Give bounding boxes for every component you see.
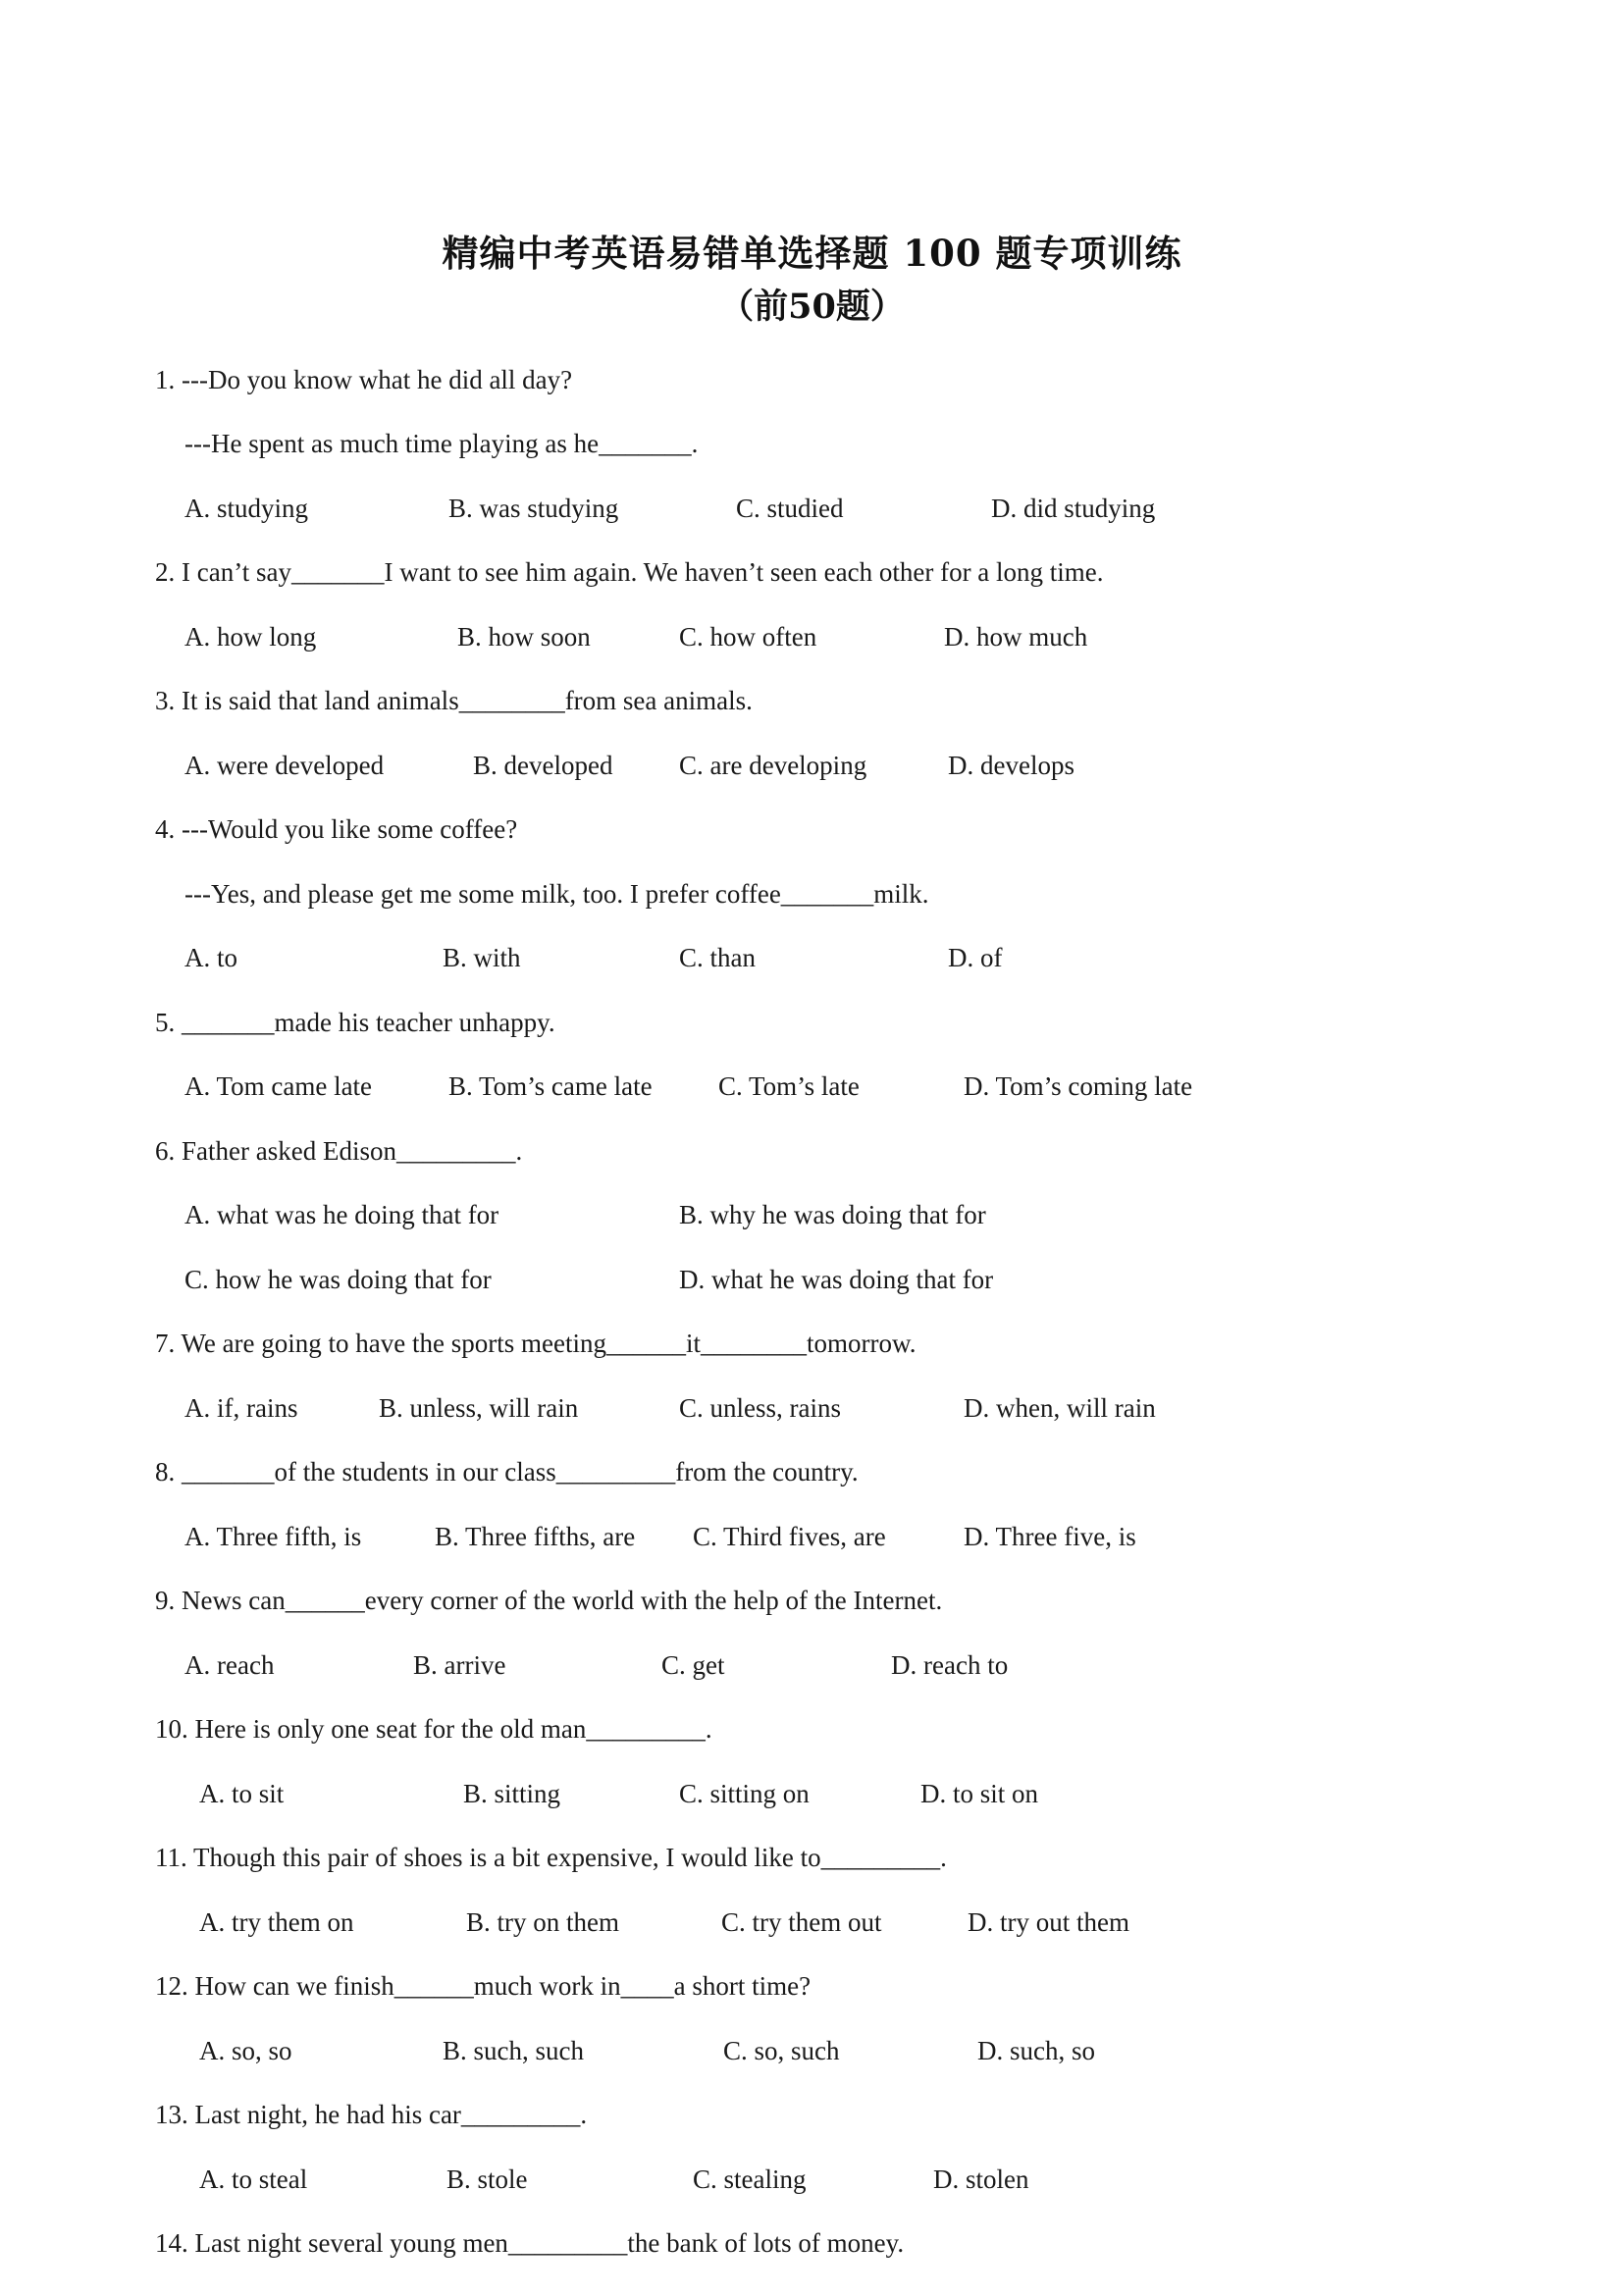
question-4-option-c[interactable]: C. than xyxy=(679,943,756,972)
question-10-option-d[interactable]: D. to sit on xyxy=(920,1779,1039,1808)
question-11-option-c[interactable]: C. try them out xyxy=(721,1907,882,1937)
question-6-option-b[interactable]: B. why he was doing that for xyxy=(679,1200,986,1229)
question-11-option-a[interactable]: A. try them on xyxy=(199,1907,354,1937)
question-9-option-a[interactable]: A. reach xyxy=(184,1650,275,1680)
question-12-option-c[interactable]: C. so, such xyxy=(723,2036,840,2065)
question-2-option-c[interactable]: C. how often xyxy=(679,622,817,652)
question-11-stem: 11. Though this pair of shoes is a bit expensive, I would like to_________. xyxy=(155,1843,947,1872)
question-3-option-a[interactable]: A. were developed xyxy=(184,751,385,780)
question-3-stem: 3. It is said that land animals________from sea animals. xyxy=(155,686,753,715)
question-13-option-c[interactable]: C. stealing xyxy=(693,2165,807,2194)
question-6-stem: 6. Father asked Edison_________. xyxy=(155,1136,523,1166)
question-7-option-a[interactable]: A. if, rains xyxy=(184,1393,298,1423)
question-7-option-b[interactable]: B. unless, will rain xyxy=(379,1393,579,1423)
question-12-option-a[interactable]: A. so, so xyxy=(199,2036,292,2065)
question-5-option-b[interactable]: B. Tom’s came late xyxy=(448,1071,653,1101)
question-13-option-d[interactable]: D. stolen xyxy=(933,2165,1029,2194)
question-6-option-d[interactable]: D. what he was doing that for xyxy=(679,1265,994,1294)
question-11-option-d[interactable]: D. try out them xyxy=(968,1907,1129,1937)
question-4-option-a[interactable]: A. to xyxy=(184,943,237,972)
question-8-option-d[interactable]: D. Three five, is xyxy=(964,1522,1136,1551)
question-10-option-b[interactable]: B. sitting xyxy=(463,1779,561,1808)
question-10-option-a[interactable]: A. to sit xyxy=(199,1779,285,1808)
question-8-option-a[interactable]: A. Three fifth, is xyxy=(184,1522,362,1551)
question-2-option-d[interactable]: D. how much xyxy=(944,622,1088,652)
question-7-option-d[interactable]: D. when, will rain xyxy=(964,1393,1156,1423)
question-10-stem: 10. Here is only one seat for the old man_________. xyxy=(155,1714,712,1744)
question-2-option-b[interactable]: B. how soon xyxy=(457,622,591,652)
question-4-stem: 4. ---Would you like some coffee? xyxy=(155,814,518,844)
question-11-option-b[interactable]: B. try on them xyxy=(466,1907,619,1937)
question-4-option-d[interactable]: D. of xyxy=(948,943,1003,972)
question-8-stem: 8. _______of the students in our class_________from the country. xyxy=(155,1457,859,1487)
question-1-stem: 1. ---Do you know what he did all day? xyxy=(155,365,573,394)
question-12-stem: 12. How can we finish______much work in____a short time? xyxy=(155,1971,812,2001)
document-title: 精编中考英语易错单选择题 100 题专项训练 xyxy=(442,232,1182,275)
document-subtitle: （前50题） xyxy=(719,287,905,327)
question-4-stem-reply: ---Yes, and please get me some milk, too. I prefer coffee_______milk. xyxy=(184,879,929,909)
question-1-option-d[interactable]: D. did studying xyxy=(991,494,1156,523)
question-12-option-b[interactable]: B. such, such xyxy=(443,2036,584,2065)
question-4-option-b[interactable]: B. with xyxy=(443,943,521,972)
question-3-option-b[interactable]: B. developed xyxy=(473,751,613,780)
question-5-option-a[interactable]: A. Tom came late xyxy=(184,1071,373,1101)
question-5-option-c[interactable]: C. Tom’s late xyxy=(718,1071,860,1101)
question-7-option-c[interactable]: C. unless, rains xyxy=(679,1393,841,1423)
question-13-option-a[interactable]: A. to steal xyxy=(199,2165,308,2194)
question-9-option-c[interactable]: C. get xyxy=(661,1650,725,1680)
question-3-option-c[interactable]: C. are developing xyxy=(679,751,867,780)
question-13-stem: 13. Last night, he had his car_________. xyxy=(155,2100,588,2129)
question-9-stem: 9. News can______every corner of the world with the help of the Internet. xyxy=(155,1586,943,1615)
question-1-stem-reply: ---He spent as much time playing as he_______. xyxy=(184,429,699,458)
question-8-option-c[interactable]: C. Third fives, are xyxy=(693,1522,886,1551)
question-3-option-d[interactable]: D. develops xyxy=(948,751,1074,780)
question-10-option-c[interactable]: C. sitting on xyxy=(679,1779,810,1808)
question-9-option-b[interactable]: B. arrive xyxy=(413,1650,506,1680)
question-1-option-b[interactable]: B. was studying xyxy=(448,494,619,523)
question-2-stem: 2. I can’t say_______I want to see him again. We haven’t seen each other for a long time. xyxy=(155,557,1104,587)
question-7-stem: 7. We are going to have the sports meeting______it________tomorrow. xyxy=(155,1329,917,1358)
question-5-option-d[interactable]: D. Tom’s coming late xyxy=(964,1071,1193,1101)
question-2-option-a[interactable]: A. how long xyxy=(184,622,317,652)
question-6-option-c[interactable]: C. how he was doing that for xyxy=(184,1265,492,1294)
question-14-stem: 14. Last night several young men_________the bank of lots of money. xyxy=(155,2228,905,2258)
question-8-option-b[interactable]: B. Three fifths, are xyxy=(435,1522,636,1551)
question-6-option-a[interactable]: A. what was he doing that for xyxy=(184,1200,499,1229)
question-1-option-a[interactable]: A. studying xyxy=(184,494,309,523)
question-5-stem: 5. _______made his teacher unhappy. xyxy=(155,1008,555,1037)
question-13-option-b[interactable]: B. stole xyxy=(446,2165,528,2194)
question-9-option-d[interactable]: D. reach to xyxy=(891,1650,1009,1680)
question-1-option-c[interactable]: C. studied xyxy=(736,494,844,523)
question-12-option-d[interactable]: D. such, so xyxy=(977,2036,1095,2065)
